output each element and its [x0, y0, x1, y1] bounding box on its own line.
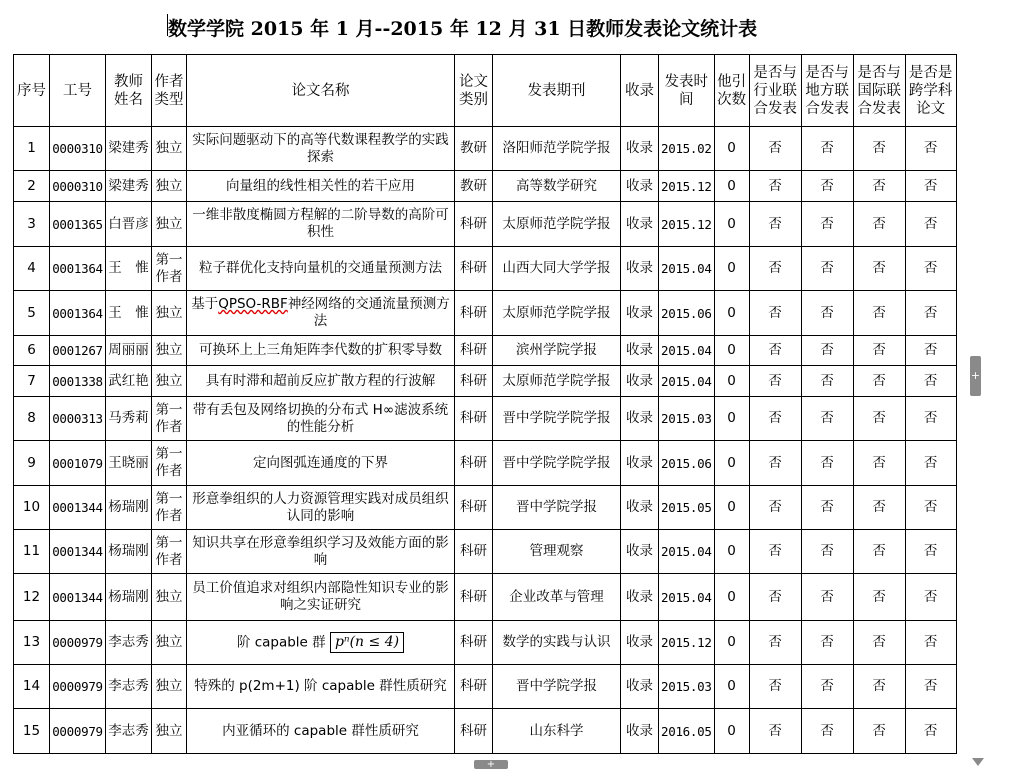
journal-name: 太原师范学院学报 — [493, 291, 621, 336]
indexed-status: 收录 — [621, 665, 659, 709]
header-cell: 是否与国际联合发表 — [853, 55, 905, 127]
paper-category: 科研 — [455, 486, 493, 530]
paper-title: 知识共享在形意拳组织学习及效能方面的影响 — [187, 530, 455, 574]
staff-id: 0000979 — [50, 665, 106, 709]
teacher-name: 周丽丽 — [106, 336, 152, 366]
author-type: 第一作者 — [152, 441, 187, 486]
row-number: 6 — [14, 336, 50, 366]
staff-id: 0001344 — [50, 574, 106, 621]
spellcheck-flagged-term: QPSO-RBF — [218, 296, 288, 312]
local-joint-flag: 否 — [801, 291, 853, 336]
citation-count: 0 — [714, 127, 749, 171]
local-joint-flag: 否 — [801, 171, 853, 202]
industry-joint-flag: 否 — [749, 366, 801, 397]
industry-joint-flag: 否 — [749, 291, 801, 336]
paper-title: 带有丢包及网络切换的分布式 H∞滤波系统的性能分析 — [187, 397, 455, 441]
author-type: 独立 — [152, 291, 187, 336]
international-joint-flag: 否 — [853, 486, 905, 530]
local-joint-flag: 否 — [801, 665, 853, 709]
journal-name: 太原师范学院学报 — [493, 202, 621, 247]
international-joint-flag: 否 — [853, 397, 905, 441]
teacher-name: 梁建秀 — [106, 171, 152, 202]
table-row — [14, 665, 957, 709]
citation-count: 0 — [714, 171, 749, 202]
paper-title: 内亚循环的 capable 群性质研究 — [187, 709, 455, 754]
citation-count: 0 — [714, 486, 749, 530]
row-number: 4 — [14, 247, 50, 291]
industry-joint-flag: 否 — [749, 665, 801, 709]
header-cell: 教师姓名 — [106, 55, 152, 127]
journal-name: 企业改革与管理 — [493, 574, 621, 621]
teacher-name: 王 惟 — [106, 291, 152, 336]
paper-title: 向量组的线性相关性的若干应用 — [187, 171, 455, 202]
international-joint-flag: 否 — [853, 127, 905, 171]
indexed-status: 收录 — [621, 574, 659, 621]
international-joint-flag: 否 — [853, 530, 905, 574]
interdisciplinary-flag: 否 — [905, 171, 956, 202]
table-row — [14, 247, 957, 291]
international-joint-flag: 否 — [853, 291, 905, 336]
local-joint-flag: 否 — [801, 202, 853, 247]
paper-category: 科研 — [455, 366, 493, 397]
journal-name: 山西大同大学学报 — [493, 247, 621, 291]
header-row — [14, 55, 957, 127]
indexed-status: 收录 — [621, 247, 659, 291]
author-type: 独立 — [152, 336, 187, 366]
staff-id: 0000310 — [50, 127, 106, 171]
industry-joint-flag: 否 — [749, 621, 801, 665]
row-number: 2 — [14, 171, 50, 202]
industry-joint-flag: 否 — [749, 336, 801, 366]
paper-title-suffix: 神经网络的交通流量预测方法 — [287, 296, 450, 329]
header-cell: 收录 — [621, 55, 659, 127]
local-joint-flag: 否 — [801, 574, 853, 621]
local-joint-flag: 否 — [801, 397, 853, 441]
interdisciplinary-flag: 否 — [905, 486, 956, 530]
indexed-status: 收录 — [621, 530, 659, 574]
table-row — [14, 441, 957, 486]
table-row — [14, 486, 957, 530]
local-joint-flag: 否 — [801, 366, 853, 397]
author-type: 第一作者 — [152, 247, 187, 291]
author-type: 第一作者 — [152, 530, 187, 574]
table-row — [14, 709, 957, 754]
indexed-status: 收录 — [621, 202, 659, 247]
header-cell: 序号 — [14, 55, 50, 127]
row-number: 11 — [14, 530, 50, 574]
indexed-status: 收录 — [621, 397, 659, 441]
journal-name: 晋中学院学报 — [493, 486, 621, 530]
paper-title — [187, 621, 455, 665]
interdisciplinary-flag: 否 — [905, 291, 956, 336]
author-type: 独立 — [152, 709, 187, 754]
publish-date: 2015.12 — [659, 202, 715, 247]
paper-title: 特殊的 p(2m+1) 阶 capable 群性质研究 — [187, 665, 455, 709]
citation-count: 0 — [714, 336, 749, 366]
teacher-name: 杨瑞刚 — [106, 486, 152, 530]
author-type: 第一作者 — [152, 486, 187, 530]
author-type: 独立 — [152, 127, 187, 171]
paper-category: 科研 — [455, 621, 493, 665]
publish-date: 2015.12 — [659, 621, 715, 665]
paper-category: 科研 — [455, 397, 493, 441]
publish-date: 2015.04 — [659, 366, 715, 397]
author-type: 独立 — [152, 621, 187, 665]
staff-id: 0001344 — [50, 486, 106, 530]
industry-joint-flag: 否 — [749, 441, 801, 486]
international-joint-flag: 否 — [853, 202, 905, 247]
industry-joint-flag: 否 — [749, 127, 801, 171]
header-cell: 发表时间 — [659, 55, 715, 127]
paper-statistics-table — [13, 54, 957, 754]
local-joint-flag: 否 — [801, 621, 853, 665]
paper-category: 教研 — [455, 127, 493, 171]
row-number: 1 — [14, 127, 50, 171]
indexed-status: 收录 — [621, 127, 659, 171]
staff-id: 0001079 — [50, 441, 106, 486]
publish-date: 2016.05 — [659, 709, 715, 754]
table-row — [14, 171, 957, 202]
staff-id: 0000979 — [50, 709, 106, 754]
international-joint-flag: 否 — [853, 574, 905, 621]
table-row — [14, 574, 957, 621]
local-joint-flag: 否 — [801, 441, 853, 486]
industry-joint-flag: 否 — [749, 397, 801, 441]
citation-count: 0 — [714, 441, 749, 486]
indexed-status: 收录 — [621, 441, 659, 486]
industry-joint-flag: 否 — [749, 171, 801, 202]
international-joint-flag: 否 — [853, 247, 905, 291]
publish-date: 2015.06 — [659, 441, 715, 486]
staff-id: 0001364 — [50, 291, 106, 336]
citation-count: 0 — [714, 709, 749, 754]
author-type: 独立 — [152, 366, 187, 397]
paper-category: 科研 — [455, 336, 493, 366]
staff-id: 0001267 — [50, 336, 106, 366]
row-number: 5 — [14, 291, 50, 336]
teacher-name: 李志秀 — [106, 709, 152, 754]
header-cell: 论文类别 — [455, 55, 493, 127]
local-joint-flag: 否 — [801, 127, 853, 171]
paper-category: 科研 — [455, 291, 493, 336]
citation-count: 0 — [714, 665, 749, 709]
paper-category: 科研 — [455, 665, 493, 709]
paper-title: 员工价值追求对组织内部隐性知识专业的影响之实证研究 — [187, 574, 455, 621]
international-joint-flag: 否 — [853, 441, 905, 486]
international-joint-flag: 否 — [853, 709, 905, 754]
teacher-name: 梁建秀 — [106, 127, 152, 171]
interdisciplinary-flag: 否 — [905, 127, 956, 171]
international-joint-flag: 否 — [853, 336, 905, 366]
header-cell: 发表期刊 — [493, 55, 621, 127]
paper-category: 科研 — [455, 202, 493, 247]
document-title: 数学学院 2015 年 1 月--2015 年 12 月 31 日教师发表论文统计表 — [168, 18, 758, 40]
table-row — [14, 530, 957, 574]
header-cell: 论文名称 — [187, 55, 455, 127]
interdisciplinary-flag: 否 — [905, 366, 956, 397]
citation-count: 0 — [714, 366, 749, 397]
publish-date: 2015.03 — [659, 397, 715, 441]
publish-date: 2015.06 — [659, 291, 715, 336]
interdisciplinary-flag: 否 — [905, 621, 956, 665]
paper-title: 粒子群优化支持向量机的交通量预测方法 — [187, 247, 455, 291]
international-joint-flag: 否 — [853, 621, 905, 665]
teacher-name: 马秀莉 — [106, 397, 152, 441]
journal-name: 高等数学研究 — [493, 171, 621, 202]
paper-title: 定向图弧连通度的下界 — [187, 441, 455, 486]
staff-id: 0001344 — [50, 530, 106, 574]
paper-title: 实际问题驱动下的高等代数课程教学的实践探索 — [187, 127, 455, 171]
interdisciplinary-flag: 否 — [905, 709, 956, 754]
paper-category: 科研 — [455, 441, 493, 486]
interdisciplinary-flag: 否 — [905, 202, 956, 247]
author-type: 独立 — [152, 202, 187, 247]
local-joint-flag: 否 — [801, 486, 853, 530]
journal-name: 晋中学院学院学报 — [493, 441, 621, 486]
column-insert-handle[interactable]: + — [474, 760, 508, 769]
indexed-status: 收录 — [621, 336, 659, 366]
row-number: 12 — [14, 574, 50, 621]
teacher-name: 杨瑞刚 — [106, 574, 152, 621]
header-cell: 是否是跨学科论文 — [905, 55, 956, 127]
row-number: 10 — [14, 486, 50, 530]
journal-name: 洛阳师范学院学报 — [493, 127, 621, 171]
paper-category: 科研 — [455, 709, 493, 754]
table-row — [14, 202, 957, 247]
table-resize-handle[interactable] — [972, 758, 984, 766]
paper-title — [187, 291, 455, 336]
local-joint-flag: 否 — [801, 530, 853, 574]
header-cell: 工号 — [50, 55, 106, 127]
citation-count: 0 — [714, 530, 749, 574]
local-joint-flag: 否 — [801, 709, 853, 754]
indexed-status: 收录 — [621, 621, 659, 665]
publish-date: 2015.05 — [659, 486, 715, 530]
paper-category: 科研 — [455, 247, 493, 291]
indexed-status: 收录 — [621, 291, 659, 336]
teacher-name: 王 惟 — [106, 247, 152, 291]
citation-count: 0 — [714, 574, 749, 621]
indexed-status: 收录 — [621, 709, 659, 754]
interdisciplinary-flag: 否 — [905, 441, 956, 486]
interdisciplinary-flag: 否 — [905, 397, 956, 441]
table-row — [14, 397, 957, 441]
teacher-name: 李志秀 — [106, 665, 152, 709]
publish-date: 2015.04 — [659, 574, 715, 621]
staff-id: 0001338 — [50, 366, 106, 397]
international-joint-flag: 否 — [853, 665, 905, 709]
staff-id: 0000979 — [50, 621, 106, 665]
industry-joint-flag: 否 — [749, 202, 801, 247]
publish-date: 2015.04 — [659, 247, 715, 291]
journal-name: 山东科学 — [493, 709, 621, 754]
teacher-name: 武红艳 — [106, 366, 152, 397]
table-row — [14, 366, 957, 397]
header-cell: 是否与行业联合发表 — [749, 55, 801, 127]
publish-date: 2015.02 — [659, 127, 715, 171]
citation-count: 0 — [714, 291, 749, 336]
paper-title: 具有时滞和超前反应扩散方程的行波解 — [187, 366, 455, 397]
indexed-status: 收录 — [621, 486, 659, 530]
local-joint-flag: 否 — [801, 247, 853, 291]
row-number: 8 — [14, 397, 50, 441]
industry-joint-flag: 否 — [749, 530, 801, 574]
staff-id: 0001365 — [50, 202, 106, 247]
indexed-status: 收录 — [621, 366, 659, 397]
author-type: 独立 — [152, 574, 187, 621]
journal-name: 太原师范学院学报 — [493, 366, 621, 397]
table-row — [14, 621, 957, 665]
paper-title: 形意拳组织的人力资源管理实践对成员组织认同的影响 — [187, 486, 455, 530]
publish-date: 2015.04 — [659, 530, 715, 574]
staff-id: 0000310 — [50, 171, 106, 202]
paper-category: 科研 — [455, 574, 493, 621]
publish-date: 2015.04 — [659, 336, 715, 366]
table-row — [14, 336, 957, 366]
formula-object[interactable]: pⁿ(n ≤ 4) — [330, 632, 404, 653]
staff-id: 0000313 — [50, 397, 106, 441]
publish-date: 2015.03 — [659, 665, 715, 709]
citation-count: 0 — [714, 247, 749, 291]
journal-name: 晋中学院学院学报 — [493, 397, 621, 441]
interdisciplinary-flag: 否 — [905, 336, 956, 366]
industry-joint-flag: 否 — [749, 574, 801, 621]
journal-name: 滨州学院学报 — [493, 336, 621, 366]
interdisciplinary-flag: 否 — [905, 665, 956, 709]
interdisciplinary-flag: 否 — [905, 247, 956, 291]
paper-title: 可换环上上三角矩阵李代数的扩积零导数 — [187, 336, 455, 366]
interdisciplinary-flag: 否 — [905, 574, 956, 621]
teacher-name: 李志秀 — [106, 621, 152, 665]
international-joint-flag: 否 — [853, 171, 905, 202]
paper-category: 科研 — [455, 530, 493, 574]
industry-joint-flag: 否 — [749, 486, 801, 530]
citation-count: 0 — [714, 621, 749, 665]
journal-name: 数学的实践与认识 — [493, 621, 621, 665]
row-number: 14 — [14, 665, 50, 709]
industry-joint-flag: 否 — [749, 709, 801, 754]
row-insert-handle[interactable]: + — [970, 356, 981, 396]
row-number: 13 — [14, 621, 50, 665]
citation-count: 0 — [714, 202, 749, 247]
teacher-name: 白晋彦 — [106, 202, 152, 247]
journal-name: 管理观察 — [493, 530, 621, 574]
teacher-name: 王晓丽 — [106, 441, 152, 486]
table-row — [14, 291, 957, 336]
header-cell: 他引次数 — [714, 55, 749, 127]
header-cell: 是否与地方联合发表 — [801, 55, 853, 127]
row-number: 7 — [14, 366, 50, 397]
publish-date: 2015.12 — [659, 171, 715, 202]
row-number: 3 — [14, 202, 50, 247]
indexed-status: 收录 — [621, 171, 659, 202]
local-joint-flag: 否 — [801, 336, 853, 366]
row-number: 15 — [14, 709, 50, 754]
paper-title: 一维非散度椭圆方程解的二阶导数的高阶可积性 — [187, 202, 455, 247]
author-type: 独立 — [152, 665, 187, 709]
author-type: 第一作者 — [152, 397, 187, 441]
staff-id: 0001364 — [50, 247, 106, 291]
interdisciplinary-flag: 否 — [905, 530, 956, 574]
teacher-name: 杨瑞刚 — [106, 530, 152, 574]
table-row — [14, 127, 957, 171]
paper-title-prefix: 阶 capable 群 — [236, 634, 326, 651]
row-number: 9 — [14, 441, 50, 486]
paper-title-prefix: 基于 — [191, 296, 219, 312]
paper-category: 教研 — [455, 171, 493, 202]
industry-joint-flag: 否 — [749, 247, 801, 291]
international-joint-flag: 否 — [853, 366, 905, 397]
citation-count: 0 — [714, 397, 749, 441]
author-type: 独立 — [152, 171, 187, 202]
journal-name: 晋中学院学报 — [493, 665, 621, 709]
header-cell: 作者类型 — [152, 55, 187, 127]
